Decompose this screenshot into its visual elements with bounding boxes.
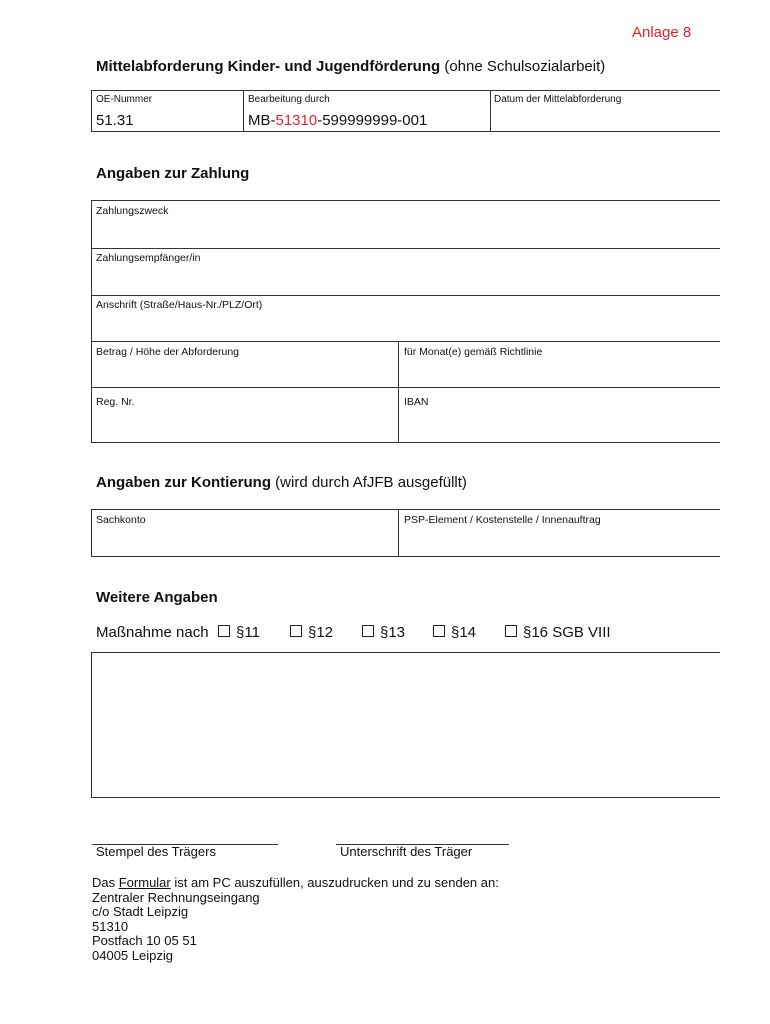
reg-number-label: Reg. Nr. bbox=[96, 396, 135, 408]
accounting-table-bottom-border bbox=[91, 556, 720, 557]
payment-row-divider-1 bbox=[91, 248, 720, 249]
measure-option-16-label: §16 SGB VIII bbox=[523, 624, 611, 641]
address-line: Zentraler Rechnungseingang bbox=[92, 889, 260, 905]
accounting-table-top-border bbox=[91, 509, 720, 510]
processed-by-code: 51310 bbox=[275, 112, 318, 129]
measure-option-14[interactable] bbox=[433, 624, 476, 641]
further-info-heading: Weitere Angaben bbox=[96, 589, 218, 606]
measure-option-16[interactable] bbox=[505, 624, 611, 641]
top-table-left-border bbox=[91, 90, 92, 132]
checkbox-12[interactable] bbox=[290, 625, 302, 637]
signature-label: Unterschrift des Träger bbox=[340, 844, 473, 859]
payee-field[interactable] bbox=[96, 269, 714, 291]
checkbox-11[interactable] bbox=[218, 625, 230, 637]
accounting-heading-main: Angaben zur Kontierung bbox=[96, 474, 271, 491]
measure-option-14-label: §14 bbox=[451, 624, 477, 641]
accounting-heading-note: (wird durch AfJFB ausgefüllt) bbox=[275, 474, 467, 491]
form-link[interactable]: Formular bbox=[118, 875, 171, 890]
measure-option-11-label: §11 bbox=[236, 624, 260, 641]
checkbox-13[interactable] bbox=[362, 625, 374, 637]
iban-label: IBAN bbox=[404, 396, 429, 408]
payment-section-heading: Angaben zur Zahlung bbox=[96, 165, 250, 182]
reg-number-field[interactable] bbox=[96, 412, 394, 438]
checkbox-14[interactable] bbox=[433, 625, 445, 637]
checkbox-16[interactable] bbox=[505, 625, 517, 637]
address-line: c/o Stadt Leipzig bbox=[92, 904, 189, 919]
processed-by-field[interactable] bbox=[248, 112, 427, 129]
ledger-account-field[interactable] bbox=[96, 530, 394, 552]
measure-option-12-label: §12 bbox=[308, 624, 334, 641]
oe-number-label: OE-Nummer bbox=[96, 94, 153, 105]
form-title-note: (ohne Schulsozialarbeit) bbox=[444, 58, 606, 75]
payment-table-bottom-border bbox=[91, 442, 720, 443]
ledger-account-label: Sachkonto bbox=[96, 514, 146, 526]
accounting-table-left-border bbox=[91, 509, 92, 557]
months-label: für Monat(e) gemäß Richtlinie bbox=[404, 346, 543, 358]
measure-label: Maßnahme nach bbox=[96, 624, 209, 641]
further-info-box-top bbox=[91, 652, 720, 653]
processed-by-label: Bearbeitung durch bbox=[248, 94, 330, 105]
mailing-address-block bbox=[92, 876, 499, 963]
oe-number-field[interactable]: 51.31 bbox=[96, 112, 134, 129]
psp-element-label: PSP-Element / Kostenstelle / Innenauftrag bbox=[404, 514, 601, 526]
processed-by-suffix: -599999999-001 bbox=[317, 112, 428, 129]
iban-field[interactable] bbox=[404, 412, 714, 438]
payment-row-divider-4 bbox=[91, 387, 720, 388]
request-date-label: Datum der Mittelabforderung bbox=[494, 94, 622, 105]
address-line: 04005 Leipzig bbox=[92, 947, 173, 963]
stamp-label: Stempel des Trägers bbox=[96, 844, 216, 859]
form-title bbox=[96, 58, 605, 75]
months-field[interactable] bbox=[404, 362, 714, 384]
address-line: 51310 bbox=[92, 918, 129, 934]
top-table-top-border bbox=[91, 90, 720, 91]
request-date-field[interactable] bbox=[494, 108, 716, 128]
mailing-instructions-post: ist am PC auszufüllen, auszudrucken und zu senden an: bbox=[170, 875, 499, 890]
amount-field[interactable] bbox=[96, 362, 394, 384]
measure-option-12[interactable] bbox=[290, 624, 333, 641]
accounting-column-divider bbox=[398, 509, 399, 557]
payment-purpose-field[interactable] bbox=[96, 222, 714, 244]
annex-label: Anlage 8 bbox=[632, 24, 692, 41]
accounting-section-heading bbox=[96, 474, 467, 491]
further-info-box-left bbox=[91, 652, 92, 798]
payment-column-divider bbox=[398, 341, 399, 443]
psp-element-field[interactable] bbox=[404, 530, 714, 552]
payment-purpose-label: Zahlungszweck bbox=[96, 205, 169, 217]
form-title-main: Mittelabforderung Kinder- und Jugendförderung bbox=[96, 58, 441, 75]
measure-option-11[interactable] bbox=[218, 624, 260, 641]
further-info-textarea[interactable] bbox=[96, 658, 714, 792]
address-field[interactable] bbox=[96, 316, 714, 338]
top-table-bottom-border bbox=[91, 131, 720, 132]
payee-label: Zahlungsempfänger/in bbox=[96, 252, 201, 264]
payment-row-divider-3 bbox=[91, 341, 720, 342]
amount-label: Betrag / Höhe der Abforderung bbox=[96, 346, 240, 358]
further-info-box-bottom bbox=[91, 797, 720, 798]
mailing-instructions bbox=[92, 876, 499, 891]
mailing-instructions-pre: Das bbox=[92, 875, 119, 890]
top-table-divider-2 bbox=[490, 90, 491, 132]
address-line: Postfach 10 05 51 bbox=[92, 933, 197, 948]
measure-option-13[interactable] bbox=[362, 624, 405, 641]
address-label: Anschrift (Straße/Haus-Nr./PLZ/Ort) bbox=[96, 299, 263, 311]
payment-row-divider-2 bbox=[91, 295, 720, 296]
top-table-divider-1 bbox=[243, 90, 244, 132]
measure-option-13-label: §13 bbox=[380, 624, 406, 641]
processed-by-prefix: MB- bbox=[248, 112, 276, 129]
payment-table-top-border bbox=[91, 200, 720, 201]
payment-table-left-border bbox=[91, 200, 92, 443]
